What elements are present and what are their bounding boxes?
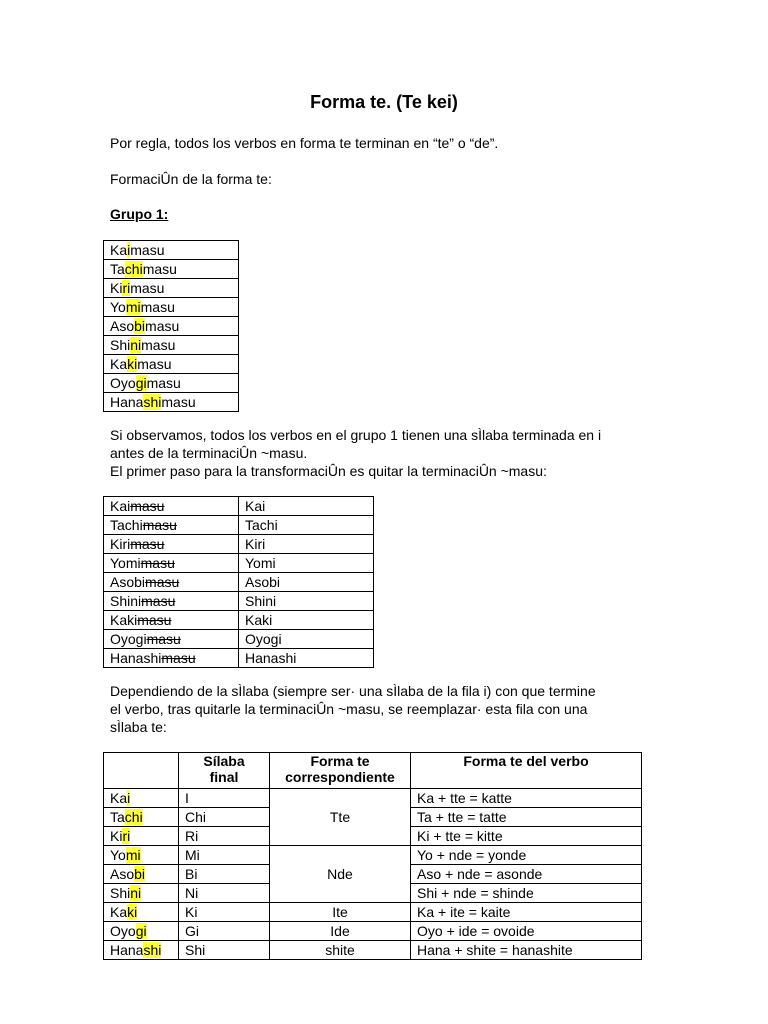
table-row xyxy=(104,630,374,649)
struck-masu: masu xyxy=(140,554,175,571)
verb-cell xyxy=(104,630,239,649)
verb-cell xyxy=(104,611,239,630)
table-row xyxy=(104,941,642,960)
syllable-cell: Ni xyxy=(179,884,270,903)
verb-prefix: Hana xyxy=(110,941,144,958)
struck-masu: masu xyxy=(161,649,196,666)
verb-stem: Asobi xyxy=(110,573,146,590)
verb-cell xyxy=(104,355,239,374)
verb-prefix: Yo xyxy=(110,298,126,315)
result-cell: Oyo + ide = ovoide xyxy=(411,922,642,941)
te-form-header-row xyxy=(104,753,642,789)
intro-text: Por regla, todos los verbos en forma te terminan en “te” o “de”. xyxy=(110,135,499,151)
replacement-line-3: sÌlaba te: xyxy=(110,719,167,735)
highlighted-syllable: gi xyxy=(135,374,147,391)
highlighted-syllable: bi xyxy=(134,865,146,882)
result-cell: Shi + nde = shinde xyxy=(411,884,642,903)
verb-cell xyxy=(104,298,239,317)
table-row xyxy=(104,554,374,573)
struck-masu: masu xyxy=(142,516,177,533)
verb-prefix: Shi xyxy=(110,336,131,353)
syllable-cell: Ki xyxy=(179,903,270,922)
verb-stem: Tachi xyxy=(110,516,143,533)
table-row xyxy=(104,516,374,535)
masu-removal-table xyxy=(103,496,374,668)
verb-cell xyxy=(104,941,179,960)
table-row xyxy=(104,789,642,808)
header-syllable-line-1: Sílaba xyxy=(203,753,245,769)
verb-cell xyxy=(104,516,239,535)
header-verb xyxy=(104,753,179,789)
table-row xyxy=(104,535,374,554)
verb-prefix: Hana xyxy=(110,393,144,410)
table-row xyxy=(104,497,374,516)
highlighted-syllable: shi xyxy=(143,941,162,958)
verb-suffix: masu xyxy=(140,298,175,315)
verb-stem: Kaki xyxy=(110,611,138,628)
verb-cell xyxy=(104,903,179,922)
verb-cell xyxy=(104,535,239,554)
struck-masu: masu xyxy=(130,535,165,552)
highlighted-syllable: ki xyxy=(127,903,138,920)
verb-cell xyxy=(104,260,239,279)
table-row xyxy=(104,241,239,260)
struck-masu: masu xyxy=(141,592,176,609)
verb-suffix: masu xyxy=(161,393,196,410)
page-title: Forma te. (Te kei) xyxy=(310,92,458,112)
replacement-paragraph xyxy=(110,682,596,736)
header-syllable-line-2: final xyxy=(209,769,239,785)
struck-masu: masu xyxy=(145,573,180,590)
verb-cell xyxy=(104,393,239,412)
te-form-cell: shite xyxy=(270,941,411,960)
verb-prefix: Ka xyxy=(110,355,128,372)
highlighted-syllable: shi xyxy=(143,393,162,410)
header-te-form xyxy=(270,753,411,789)
verb-cell xyxy=(104,554,239,573)
verb-prefix: Aso xyxy=(110,317,135,334)
verb-cell xyxy=(104,827,179,846)
verb-prefix: Shi xyxy=(110,884,131,901)
verb-prefix: Ka xyxy=(110,241,128,258)
verb-suffix: masu xyxy=(137,355,172,372)
verb-cell xyxy=(104,922,179,941)
highlighted-syllable: bi xyxy=(134,317,146,334)
observation-line-2: antes de la terminaciÛn ~masu. xyxy=(110,445,308,461)
observation-line-3: El primer paso para la transformaciÛn es quitar la terminaciÛn ~masu: xyxy=(110,463,547,479)
verb-suffix: masu xyxy=(130,279,165,296)
observation-line-1: Si observamos, todos los verbos en el grupo 1 tienen una sÌlaba terminada en i xyxy=(110,427,602,443)
stem-result-cell: Yomi xyxy=(239,554,374,573)
header-verb-te-form: Forma te del verbo xyxy=(411,753,642,789)
verb-cell xyxy=(104,865,179,884)
formation-text: FormaciÛn de la forma te: xyxy=(110,171,272,187)
table-row xyxy=(104,573,374,592)
syllable-cell: Bi xyxy=(179,865,270,884)
table-row xyxy=(104,374,239,393)
stem-result-cell: Kaki xyxy=(239,611,374,630)
verb-prefix: Oyo xyxy=(110,922,136,939)
result-cell: Ka + tte = katte xyxy=(411,789,642,808)
syllable-cell: Gi xyxy=(179,922,270,941)
verb-suffix: masu xyxy=(141,336,176,353)
verb-prefix: Yo xyxy=(110,846,126,863)
highlighted-syllable: chi xyxy=(124,808,143,825)
verb-cell xyxy=(104,573,239,592)
verb-prefix: Aso xyxy=(110,865,135,882)
verb-cell xyxy=(104,808,179,827)
verb-cell xyxy=(104,241,239,260)
verb-cell xyxy=(104,317,239,336)
stem-result-cell: Kiri xyxy=(239,535,374,554)
result-cell: Aso + nde = asonde xyxy=(411,865,642,884)
verb-masu-table xyxy=(103,240,239,412)
stem-result-cell: Asobi xyxy=(239,573,374,592)
verb-prefix: Ka xyxy=(110,789,128,806)
verb-prefix: Ki xyxy=(110,827,123,844)
verb-cell xyxy=(104,374,239,393)
verb-prefix: Ta xyxy=(110,260,125,277)
verb-stem: Hanashi xyxy=(110,649,162,666)
table-row xyxy=(104,393,239,412)
header-te-form-line-2: correspondiente xyxy=(285,769,395,785)
stem-result-cell: Kai xyxy=(239,497,374,516)
table-row xyxy=(104,592,374,611)
stem-result-cell: Shini xyxy=(239,592,374,611)
table-row xyxy=(104,279,239,298)
verb-suffix: masu xyxy=(130,241,165,258)
replacement-line-2: el verbo, tras quitarle la terminaciÛn ~masu, se reemplazar· esta fila con una xyxy=(110,701,588,717)
verb-prefix: Ka xyxy=(110,903,128,920)
result-cell: Ta + tte = tatte xyxy=(411,808,642,827)
verb-suffix: masu xyxy=(142,260,177,277)
verb-cell xyxy=(104,649,239,668)
highlighted-syllable: i xyxy=(127,241,131,258)
syllable-cell: Chi xyxy=(179,808,270,827)
te-form-cell: Ide xyxy=(270,922,411,941)
highlighted-syllable: ri xyxy=(122,279,131,296)
syllable-cell: Mi xyxy=(179,846,270,865)
te-form-cell: Nde xyxy=(270,846,411,903)
header-syllable xyxy=(179,753,270,789)
table-row xyxy=(104,260,239,279)
struck-masu: masu xyxy=(146,630,181,647)
verb-suffix: masu xyxy=(145,317,180,334)
highlighted-syllable: ni xyxy=(130,336,142,353)
struck-masu: masu xyxy=(137,611,172,628)
te-form-table xyxy=(103,752,642,960)
verb-prefix: Ki xyxy=(110,279,123,296)
highlighted-syllable: i xyxy=(127,789,131,806)
result-cell: Ka + ite = kaite xyxy=(411,903,642,922)
verb-prefix: Ta xyxy=(110,808,125,825)
te-form-cell: Tte xyxy=(270,789,411,846)
verb-cell xyxy=(104,789,179,808)
highlighted-syllable: ri xyxy=(122,827,131,844)
table-row xyxy=(104,846,642,865)
highlighted-syllable: mi xyxy=(125,298,141,315)
verb-prefix: Oyo xyxy=(110,374,136,391)
table-row xyxy=(104,317,239,336)
highlighted-syllable: gi xyxy=(135,922,147,939)
verb-cell xyxy=(104,592,239,611)
verb-cell xyxy=(104,846,179,865)
struck-masu: masu xyxy=(130,497,165,514)
table-row xyxy=(104,649,374,668)
syllable-cell: Shi xyxy=(179,941,270,960)
syllable-cell: Ri xyxy=(179,827,270,846)
table-row xyxy=(104,922,642,941)
table-row xyxy=(104,355,239,374)
result-cell: Ki + tte = kitte xyxy=(411,827,642,846)
verb-stem: Kai xyxy=(110,497,131,514)
table-row xyxy=(104,298,239,317)
highlighted-syllable: ki xyxy=(127,355,138,372)
highlighted-syllable: chi xyxy=(124,260,143,277)
verb-cell xyxy=(104,336,239,355)
syllable-cell: I xyxy=(179,789,270,808)
verb-cell xyxy=(104,497,239,516)
stem-result-cell: Hanashi xyxy=(239,649,374,668)
te-form-cell: Ite xyxy=(270,903,411,922)
table-row xyxy=(104,336,239,355)
replacement-line-1: Dependiendo de la sÌlaba (siempre ser· una sÌlaba de la fila i) con que termine xyxy=(110,683,596,699)
highlighted-syllable: mi xyxy=(125,846,141,863)
verb-stem: Oyogi xyxy=(110,630,147,647)
verb-stem: Shini xyxy=(110,592,142,609)
verb-cell xyxy=(104,884,179,903)
table-row xyxy=(104,611,374,630)
result-cell: Yo + nde = yonde xyxy=(411,846,642,865)
stem-result-cell: Tachi xyxy=(239,516,374,535)
verb-stem: Kiri xyxy=(110,535,131,552)
group1-heading: Grupo 1: xyxy=(110,206,169,222)
header-te-form-line-1: Forma te xyxy=(310,753,370,769)
verb-suffix: masu xyxy=(146,374,181,391)
stem-result-cell: Oyogi xyxy=(239,630,374,649)
table-row xyxy=(104,903,642,922)
result-cell: Hana + shite = hanashite xyxy=(411,941,642,960)
verb-stem: Yomi xyxy=(110,554,141,571)
observation-paragraph xyxy=(110,426,601,480)
highlighted-syllable: ni xyxy=(130,884,142,901)
verb-cell xyxy=(104,279,239,298)
